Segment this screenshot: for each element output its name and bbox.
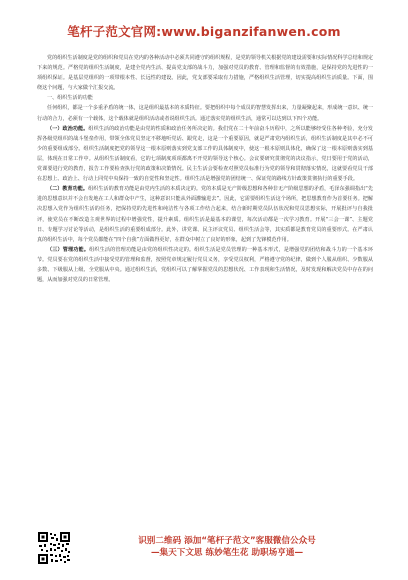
function-1-text: 组织生活的政治功能是由党的性质和政治任务所决定的。我们党在二十年前奋斗历程中，之所以能够经受住各种考验，充分发挥各级党组织的战斗堡垒作用，带领全体党员坚定不移地听党话、跟党走，这是一个重要原因，就是严肃党内组织生活，组织生活制度是其中必不可少的重要组成部分。组织生活制度把党的领导这一根本原则落实到党支部工作的具体制度中，使这一根本原则具体化，确保了这一根本原则落实到基层，体现在日常工作中。从组织生活制度看，它的七项制度项项都离不开党的领导这个核心。会议要研究贯彻党的决议指示，党日要用于党的活动，党课要进行党的教育，报告工作要检查执行党的政策和决策情况。民主生活会要检查对照党员标准行为党的领导和贯彻落实情况，这就要看党员干部在思想上、政治上、行动上同党中央保持一致的自觉性和坚定性。组织生活是增强党的团结统一、保证党的路线方针政策贯彻执行的重要手段。: [37, 125, 373, 183]
function-3-paragraph: [37, 245, 373, 285]
section1-heading: 一、组织生活的功能: [47, 95, 93, 102]
footer-text: [107, 535, 347, 559]
function-2-text: 组织生活的教育功能是由党内生活的本质决定的。党的本质是无产阶级思想和各种非无产阶级思想的矛盾，毛泽东强调指出“先进的思想意识并不会自发地在工人和群众中产生，这种意识只能从外面灌输进去”。因此，它需要组织生活这个场所，把思想教育作为首要任务。把解决思想入党作为组织生活的任务，把保持党的先进性和纯洁性与各项工作结合起来，结合新时期党员队伍状况和党员思想实际，开展批评与自我批评，使党员在不断改造主观世界的过程中增强党性，提升素质。组织生活是最基本的课堂，每次活动都是一次学习教育。开展“三会一课”、主题党日、专题学习讨论等活动，是组织生活的重要组成部分。此外，讲党课、民主评议党员、组织生活会等，其实质都是教育党员的重要形式。在严肃认真的组织生活中，每个党员都能在“四个自我”方面做得更好，在群众中树立了良好的形象，起到了先锋模范作用。: [37, 186, 373, 243]
qr-code-icon: [37, 531, 71, 565]
function-1-paragraph: [37, 124, 373, 185]
intro-paragraph: 党的组织生活制度是党的组织和党员在党内的各种活动中必须共同遵守的组织规程，是党的领导机关根据党的建设需要和实际情况科学总结和规定下来的规范。严格党的组织生活制度，是建全党内生活、提高党支部的战斗力，加强对党员的教育、管理和监督的有效措施，是保持党的先进性的一项组织保证。是基层党组织的一项带根本性、长远性的建设。因此，党支部要采取有力措施，严格组织生活管理，切实提高组织生活质量。下面，围绕这个问题，与大家做个汇报交流。: [37, 55, 374, 92]
function-3-text: 组织生活的管理功能是由党的组织性决定的。组织生活是党员管理的一种基本形式，是增强党的团结和战斗力的一个基本环节。党员要在党的组织生活中接受党的管理和监督，按照党章规定履行党员义务，享受党员权利，严格遵守党的纪律，做到个人服从组织、少数服从多数、下级服从上级、全党服从中央。通过组织生活，党组织可以了解掌握党员的思想状况、工作表现和生活情况，及时发现和解决党员中存在的问题，从而加强对党员的日常管理。: [37, 246, 373, 284]
document-body: [37, 53, 373, 285]
function-3-title: （三）管理功能。: [47, 246, 90, 253]
footer-line-1: 识别二维码 添加“笔杆子范文”客服微信公众号: [138, 536, 316, 546]
function-2-title: （二）教育功能。: [47, 186, 89, 193]
function-2-paragraph: [37, 184, 373, 245]
footer: [37, 531, 373, 567]
section1-intro: 任何组织，都是一个多重矛盾的统一体，这是组织最基本的本质特征。要把组织中每个成员的智慧发挥出来，力量凝聚起来，形成统一意识、统一行动的合力，必须有一个载体，这个载体就是组织活动或者说组织生活。通过落实党的组织生活，通常可以达到以下四个功能。: [37, 105, 374, 122]
footer-line-2: —集天下文思 练妙笔生花 助职场亨通—: [150, 548, 304, 558]
function-1-title: （一）政治功能。: [47, 125, 89, 132]
site-header-title: 笔杆子范文官网:www.biganzifanwen.com: [67, 24, 341, 39]
